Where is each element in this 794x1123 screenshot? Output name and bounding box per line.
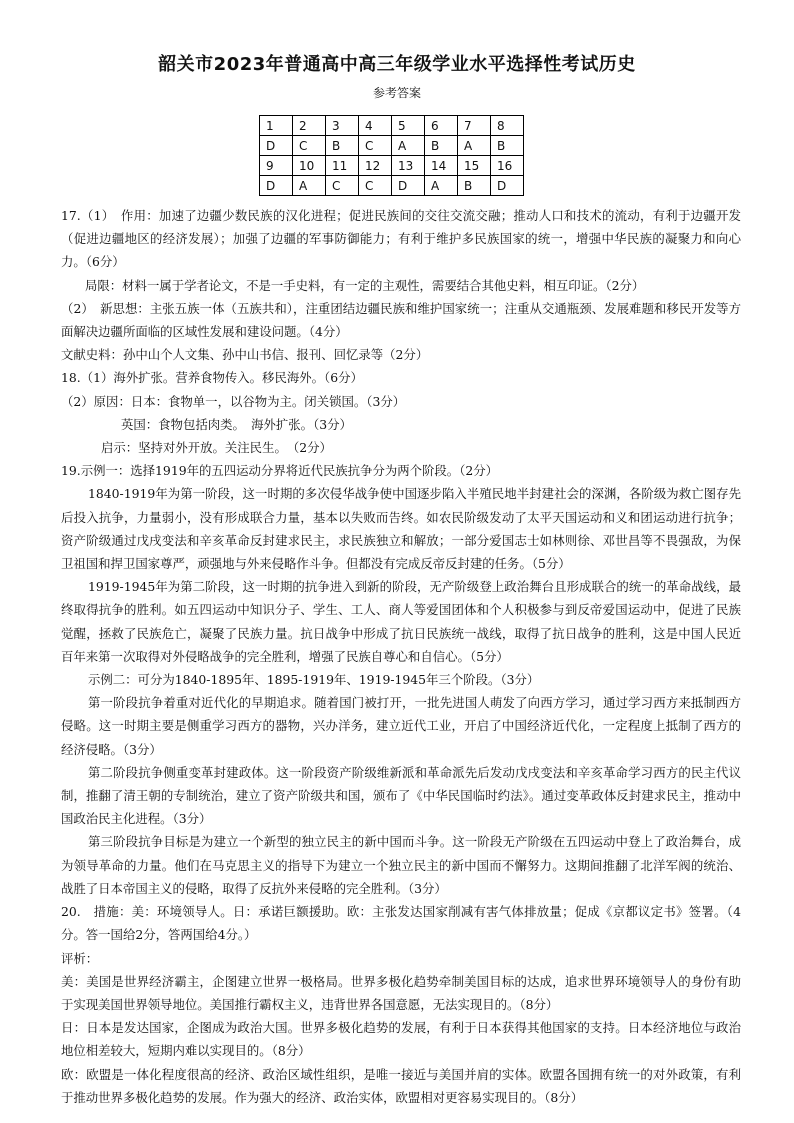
q20-measures: 20. 措施：美：环境领导人。日：承诺巨额援助。欧：主张发达国家削减有害气体排放量；促成《京都议定书》签署。（4分。答一国给2分，答两国给4分。） [61,904,741,943]
answer-table-cell: B [425,136,458,156]
q17-part2: （2） 新思想：主张五族一体（五族共和），注重团结边疆民族和维护国家统一；注重从交通瓶颈、发展难题和移民开发等方面解决边疆所面临的区域性发展和建设问题。（4分） [61,300,741,340]
answer-table-cell: C [326,176,359,196]
page-subtitle: 参考答案 [372,86,421,100]
answer-table-cell: D [260,136,293,156]
q17-sources: 文献史料：孙中山个人文集、孙中山书信、报刊、回忆录等（2分） [61,347,429,363]
q19-phase1: 第一阶段抗争着重对近代化的早期追求。随着国门被打开，一批先进国人萌发了向西方学习，通过学习西方来抵制西方侵略。这一时期主要是侧重学习西方的器物，兴办洋务，建立近代工业，开启了中国经济近代化，一定程度上抵制了西方的经济侵略。（3分） [61,695,741,757]
q19-example2: 示例二：可分为1840-1895年、1895-1919年、1919-1945年三个阶段。（3分） [88,672,540,688]
answer-table-cell: C [359,176,392,196]
q19-phase2: 第二阶段抗争侧重变革封建政体。这一阶段资产阶级维新派和革命派先后发动戊戌变法和辛亥革命学习西方的民主代议制，推翻了清王朝的专制统治，建立了资产阶级共和国，颁布了《中华民国临时约法》。通过变革政体反封建求民主，推动中国政治民主化进程。（3分） [61,764,741,827]
answer-table-cell: 15 [458,156,491,176]
answer-table-row [260,176,524,196]
answer-body [61,204,741,1109]
answer-table-cell: 4 [359,116,392,136]
answer-table-cell: 6 [425,116,458,136]
answer-table-cell: 3 [326,116,359,136]
answer-table-row [260,156,524,176]
q19-stage1: 1840-1919年为第一阶段，这一时期的多次侵华战争使中国逐步陷入半殖民地半封建社会的深渊，各阶级为救亡图存先后投入抗争，力量弱小，没有形成联合力量，基本以失败而告终。如农民阶级发动了太平天国运动和义和团运动进行抗争；资产阶级通过戊戌变法和辛亥革命反封建求民主，求民族独立和解放；一部分爱国志士如林则徐、邓世昌等不畏强敌，为保卫祖国和捍卫国家尊严，顽强地与外来侵略作斗争。但都没有完成反帝反封建的任务。（5分） [61,486,741,572]
q20-evaluation-label: 评析： [61,950,99,966]
answer-table-cell: 8 [491,116,524,136]
answer-table [259,115,524,196]
answer-table-cell: C [293,136,326,156]
q19-example1: 19.示例一：选择1919年的五四运动分界将近代民族抗争分为两个阶段。（2分） [61,463,499,479]
q17-limitation: 局限：材料一属于学者论文，不是一手史料，有一定的主观性，需要结合其他史料，相互印证。（2分） [85,277,645,293]
answer-table-cell: 13 [392,156,425,176]
answer-table-cell: A [293,176,326,196]
answer-table-cell: A [458,136,491,156]
answer-table-cell: B [491,136,524,156]
q18-part2-japan: （2）原因：日本：食物单一，以谷物为主。闭关锁国。（3分） [61,393,406,409]
answer-table-cell: D [260,176,293,196]
answer-table-cell: 14 [425,156,458,176]
answer-table-cell: B [458,176,491,196]
q20-usa: 美：美国是世界经济霸主，企图建立世界一极格局。世界多极化趋势牵制美国目标的达成，追求世界环境领导人的身份有助于实现美国世界领导地位。美国推行霸权主义，违背世界各国意愿，无法实现目的。（8分） [61,973,741,1012]
answer-table-cell: D [392,176,425,196]
answer-table-row [260,116,524,136]
answer-table-cell: 16 [491,156,524,176]
q18-part1: 18.（1）海外扩张。营养食物传入。移民海外。（6分） [61,370,363,386]
q17-part1: 17.（1） 作用：加速了边疆少数民族的汉化进程；促进民族间的交往交流交融；推动人口和技术的流动，有利于边疆开发（促进边疆地区的经济发展）；加强了边疆的军事防御能力；有利于维护多民族国家的统一，增强中华民族的凝聚力和向心力。（6分） [61,208,741,270]
answer-table-cell: 11 [326,156,359,176]
q20-europe: 欧：欧盟是一体化程度很高的经济、政治区域性组织，是唯一接近与美国并肩的实体。欧盟各国拥有统一的对外政策，有利于推动世界多极化趋势的发展。作为强大的经济、政治实体，欧盟相对更容易实现目的。（8分） [61,1066,741,1105]
answer-table-cell: A [392,136,425,156]
answer-table-cell: B [326,136,359,156]
q18-insight: 启示：坚持对外开放。关注民生。 （2分） [101,440,332,456]
answer-table-cell: 10 [293,156,326,176]
answer-table-cell: 9 [260,156,293,176]
answer-table-cell: C [359,136,392,156]
answer-table-cell: 1 [260,116,293,136]
answer-table-cell: 7 [458,116,491,136]
answer-table-cell: 12 [359,156,392,176]
page-title: 韶关市2023年普通高中高三年级学业水平选择性考试历史 [158,54,636,75]
answer-table-cell: A [425,176,458,196]
answer-table-cell: 2 [293,116,326,136]
answer-table-cell: 5 [392,116,425,136]
q19-phase3: 第三阶段抗争目标是为建立一个新型的独立民主的新中国而斗争。这一阶段无产阶级在五四运动中登上了政治舞台，成为领导革命的力量。他们在马克思主义的指导下为建立一个独立民主的新中国而不懈努力。这期间推翻了北洋军阀的统治、战胜了日本帝国主义的侵略，取得了反抗外来侵略的完全胜利。（3分） [61,834,741,896]
answer-table-cell: D [491,176,524,196]
q19-stage2: 1919-1945年为第二阶段，这一时期的抗争进入到新的阶段，无产阶级登上政治舞台且形成联合的统一的革命战线，最终取得抗争的胜利。如五四运动中知识分子、学生、工人、商人等爱国团体和个人积极参与到反帝爱国运动中，促进了民族觉醒，拯救了民族危亡，凝聚了民族力量。抗日战争中形成了抗日民族统一战线，取得了抗日战争的胜利，这是中国人民近百年来第一次取得对外侵略战争的完全胜利，增强了民族自尊心和自信心。（5分） [61,579,741,664]
q18-part2-britain: 英国：食物包括肉类。 海外扩张。（3分） [121,416,352,432]
q20-japan: 日：日本是发达国家，企图成为政治大国。世界多极化趋势的发展，有利于日本获得其他国家的支持。日本经济地位与政治地位相差较大，短期内难以实现目的。（8分） [61,1020,741,1059]
answer-table-row [260,136,524,156]
